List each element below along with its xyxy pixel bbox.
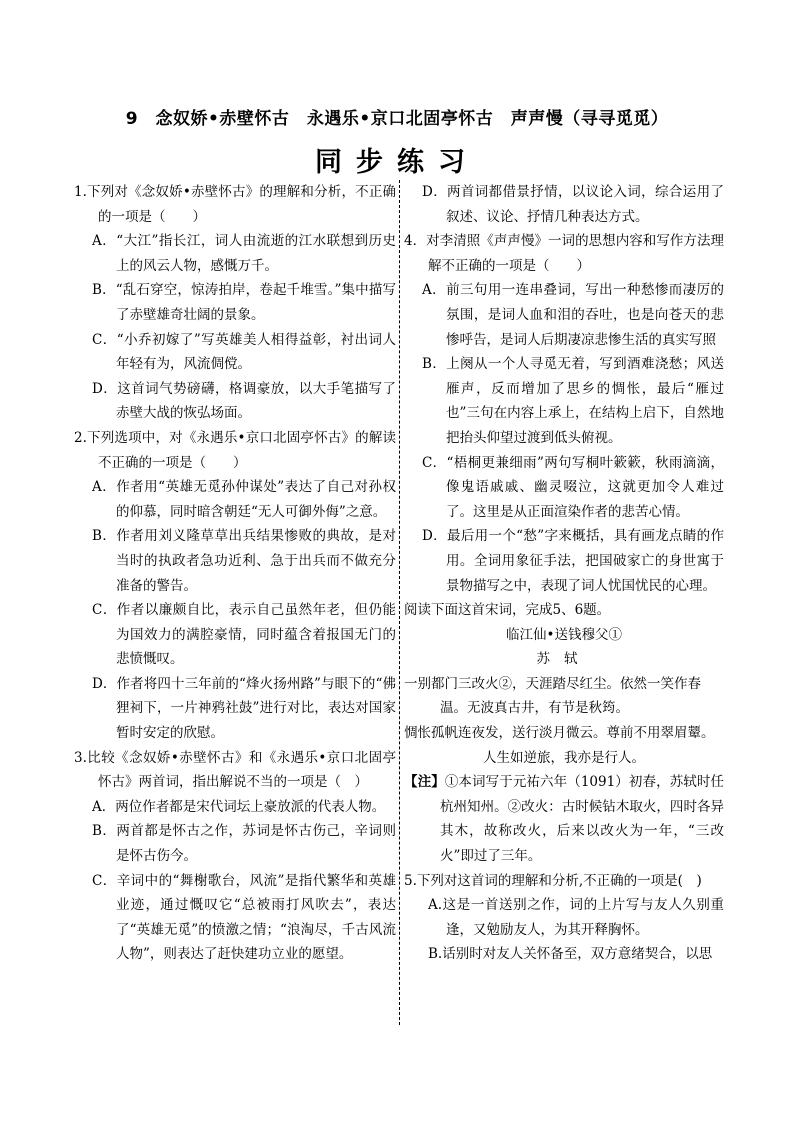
poem-line-2-cont: 人生如逆旅，我亦是行人。: [483, 749, 645, 766]
question-1-option-b: B．“乱石穿空，惊涛拍岸，卷起千堆雪。”集中描写了赤壁雄奇壮阔的景象。: [92, 282, 396, 323]
poem-line-2: 惆怅孤帆连夜发，送行淡月微云。尊前不用翠眉颦。: [404, 725, 715, 742]
question-1-option-a: A．“大江”指长江，词人由流逝的江水联想到历史上的风云人物，感慨万千。: [92, 233, 396, 274]
poem-line-1: 一别都门三改火②，天涯踏尽红尘。依然一笑作春: [404, 675, 701, 692]
question-1-stem: 1.下列对《念奴娇•赤壁怀古》的理解和分析，不正确的一项是（ ）: [74, 184, 396, 225]
question-3-option-a: A．两位作者都是宋代词坛上豪放派的代表人物。: [92, 798, 386, 815]
question-4-stem: 4．对李清照《声声慢》一词的思想内容和写作方法理解不正确的一项是（ ）: [404, 233, 724, 274]
question-4-option-d: D．最后用一个“愁”字来概括，具有画龙点睛的作用。全词用象征手法，把国破家亡的身世寓于景物描写之中，表现了词人忧国忧民的心理。: [422, 528, 724, 594]
left-column: [74, 180, 396, 967]
poem-note: [404, 770, 724, 868]
poem-author: 苏轼: [536, 651, 592, 668]
question-5-option-b: B.话别时对友人关怀备至，双方意绪契合，以思: [428, 946, 713, 963]
reading-intro: 阅读下面这首宋词，完成5、6题。: [404, 602, 611, 619]
note-label: 【注】: [404, 774, 445, 791]
question-4-option-c: C．“梧桐更兼细雨”两句写桐叶簌簌，秋雨滴滴，像鬼语戚戚、幽灵啜泣，这就更加令人难过了。这里是从正面渲染作者的悲苦心情。: [422, 454, 724, 520]
right-column: [404, 180, 724, 967]
poem-line-1-cont: 温。无波真古井，有节是秋筠。: [440, 700, 629, 717]
question-3-stem: 3.比较《念奴娇•赤壁怀古》和《永遇乐•京口北固亭怀古》两首词，指出解说不当的一项是（ ）: [74, 749, 396, 791]
question-2-stem: 2.下列选项中，对《永遇乐•京口北固亭怀古》的解读不正确的一项是（ ）: [74, 429, 396, 471]
question-1-option-c: C．“小乔初嫁了”写英雄美人相得益彰，衬出词人年轻有为，风流倜傥。: [92, 331, 396, 373]
page-title: 9 念奴娇•赤壁怀古 永遇乐•京口北固亭怀古 声声慢（寻寻觅觅）: [125, 109, 669, 129]
question-3-option-c: C．辛词中的“舞榭歌台，风流”是指代繁华和英雄业迹，通过慨叹它“总被雨打风吹去”，表达了“英雄无觅”的愤激之情；“浪淘尽，千古风流人物”，则表达了赶快建功立业的愿望。: [92, 872, 396, 963]
question-4-option-b: B．上阕从一个人寻觅无着，写到酒难浇愁；风送雁声，反而增加了思乡的惆怅，最后“雁过也”三句在内容上承上，在结构上启下，自然地把抬头仰望过渡到低头俯视。: [422, 356, 724, 446]
question-4-option-a: A．前三句用一连串叠词，写出一种愁惨而凄厉的氛围，是词人血和泪的吞吐，也是向苍天的悲惨呼告，是词人后期凄凉悲惨生活的真实写照: [422, 282, 724, 348]
poem-title: 临江仙•送钱穆父①: [506, 626, 622, 643]
question-2-option-a: A．作者用“英雄无觅孙仲谋处”表达了自己对孙权的仰慕，同时暗含朝廷“无人可御外侮”之意。: [92, 479, 396, 520]
section-title: 同步练习: [315, 147, 479, 178]
column-divider: [399, 180, 400, 1025]
question-2-option-b: B．作者用刘义隆草草出兵结果惨败的典故，是对当时的执政者急功近利、急于出兵而不做充分准备的警告。: [92, 528, 396, 594]
question-2-option-c: C．作者以廉颇自比，表示自己虽然年老，但仍能为国效力的满腔豪情，同时蕴含着报国无门的悲愤慨叹。: [92, 602, 396, 668]
question-2-option-d: D．作者将四十三年前的“烽火扬州路”与眼下的“佛狸祠下，一片神鸦社鼓”进行对比，表达对国家暂时安定的欣慰。: [92, 675, 396, 742]
question-5-stem: 5.下列对这首词的理解和分析,不正确的一项是( ): [404, 872, 702, 889]
question-3-option-b: B．两首都是怀古之作，苏词是怀古伤己，辛词则是怀古伤今。: [92, 823, 396, 865]
question-5-option-a: A.这是一首送别之作，词的上片写与友人久别重逢，又勉励友人，为其开释胸怀。: [428, 897, 724, 938]
question-1-option-d: D．这首词气势磅礴，格调豪放，以大手笔描写了赤壁大战的恢弘场面。: [92, 380, 396, 422]
question-3-option-d: D．两首词都借景抒情，以议论入词，综合运用了叙述、议论、抒情几种表达方式。: [422, 184, 724, 225]
note-text: ①本词写于元祐六年（1091）初春，苏轼时任杭州知州。②改火：古时候钻木取火，四时各异其木，故称改火，后来以改火为一年，“三改火”即过了三年。: [440, 774, 725, 865]
